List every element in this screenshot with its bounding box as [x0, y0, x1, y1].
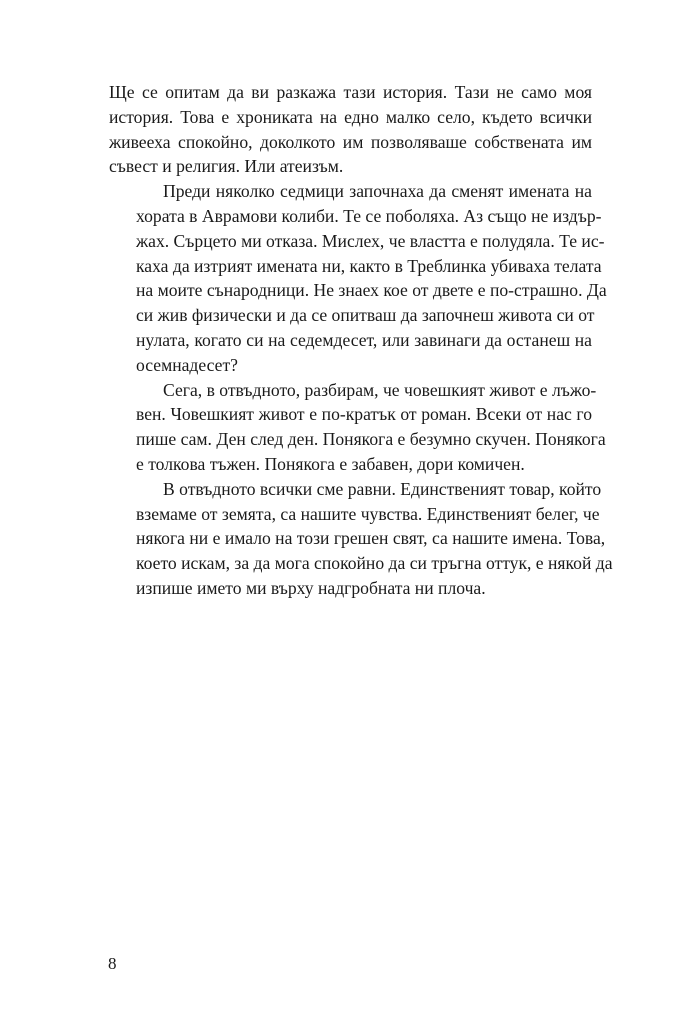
text-line: изпише името ми върху надгробната ни плоча.: [136, 577, 486, 598]
paragraph-3: [109, 378, 606, 477]
paragraph-2: [109, 179, 607, 377]
text-line: което искам, за да мога спокойно да си тръгна оттук, е някой да: [136, 553, 613, 574]
text-line: пише сам. Ден след ден. Понякога е безумно скучен. Понякога: [136, 429, 606, 450]
text-line: вен. Човешкият живот е по-кратък от роман. Всеки от нас го: [136, 404, 592, 425]
text-line: си жив физически и да се опитваш да започнеш живота си от: [136, 305, 595, 326]
text-line: съвест и религия. Или атеизъм.: [109, 156, 344, 177]
paragraph-4: [109, 477, 613, 601]
text-line: Сега, в отвъдното, разбирам, че човешкият живот е лъжо-: [163, 379, 597, 400]
text-line: Ще се опитам да ви разкажа тази история. Тази не само моя: [109, 82, 592, 102]
text-line: хората в Аврамови колиби. Те се поболяха. Аз също не издър-: [136, 205, 602, 226]
paragraph-1: [109, 80, 592, 179]
text-line: нулата, когато си на седемдесет, или завинаги да останеш на: [136, 329, 592, 350]
text-line: на моите сънародници. Не знаех кое от двете е по-страшно. Да: [136, 280, 607, 301]
text-line: история. Това е хрониката на едно малко село, където всички: [109, 106, 592, 127]
text-line: Преди няколко седмици започнаха да сменят имената на: [163, 181, 592, 202]
text-line: каха да изтрият имената ни, както в Треблинка убиваха телата: [136, 255, 602, 276]
text-line: жах. Сърцето ми отказа. Мислех, че властта е полудяла. Те ис-: [136, 230, 605, 251]
page-number: 8: [108, 954, 117, 973]
text-line: е толкова тъжен. Понякога е забавен, дори комичен.: [136, 453, 525, 474]
text-line: В отвъдното всички сме равни. Единственият товар, който: [163, 478, 602, 499]
text-line: живееха спокойно, доколкото им позволяваше собствената им: [109, 131, 592, 152]
body-text: [109, 80, 613, 601]
text-line: осемнадесет?: [136, 354, 238, 375]
text-line: някога ни е имало на този грешен свят, са нашите имена. Това,: [136, 528, 606, 549]
text-line: вземаме от земята, са нашите чувства. Единственият белег, че: [136, 503, 600, 524]
